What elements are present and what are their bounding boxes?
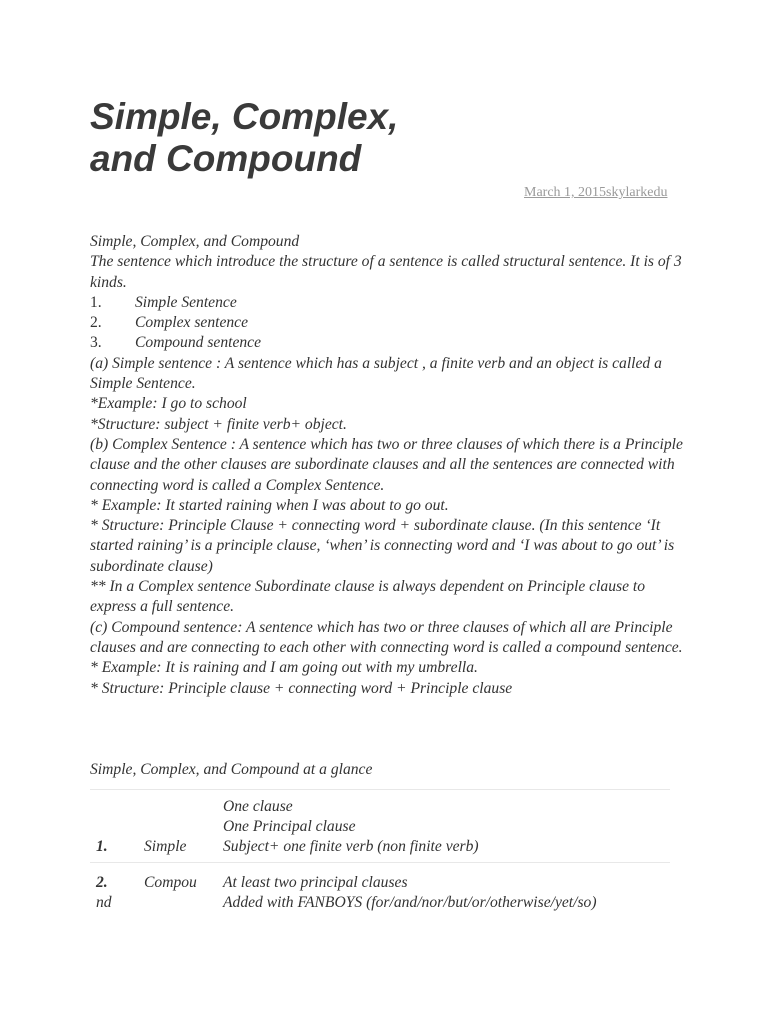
glance-table — [90, 789, 670, 923]
table-row — [90, 790, 670, 863]
row-type: Simple — [144, 838, 187, 855]
intro-paragraph: The sentence which introduce the structure of a sentence is called structural sentence. It is of 3 kinds. — [90, 253, 682, 291]
row-type-overflow: nd — [96, 894, 112, 911]
row-type: Compou — [144, 874, 197, 891]
list-number: 3. — [90, 334, 102, 352]
list-number: 1. — [90, 293, 102, 311]
glance-heading: Simple, Complex, and Compound at a glance — [90, 761, 373, 778]
row-description — [223, 873, 673, 913]
intro-title: Simple, Complex, and Compound — [90, 233, 300, 250]
post-meta[interactable] — [524, 185, 667, 201]
row-number: 1. — [96, 838, 108, 855]
list-text: Complex sentence — [135, 314, 249, 332]
list-text: Simple Sentence — [135, 293, 237, 311]
row-description — [223, 797, 673, 857]
description-line: Added with FANBOYS (for/and/nor/but/or/otherwise/yet/so) — [223, 894, 597, 911]
simple-definition: (a) Simple sentence : A sentence which has a subject , a finite verb and an object is called a Simple Sentence. — [90, 354, 662, 393]
compound-definition: (c) Compound sentence: A sentence which has two or three clauses of which all are Principle clauses and are connecting to each other with connecting word is called a compound sentence. — [90, 618, 683, 656]
simple-structure: *Structure: subject + finite verb+ object. — [90, 415, 347, 433]
list-text: Compound sentence — [135, 334, 262, 352]
simple-example: *Example: I go to school — [90, 395, 247, 413]
article-body — [90, 232, 690, 699]
compound-example: * Example: It is raining and I am going out with my umbrella. — [90, 659, 478, 677]
complex-example: * Example: It started raining when I was about to go out. — [90, 496, 449, 514]
complex-definition: (b) Complex Sentence : A sentence which has two or three clauses of which there is a Principle clause and the other clauses are subordinate clauses and all the sentences are connected with connecting word is called a Complex Sentence. — [90, 435, 683, 494]
title-line-2: and Compound — [90, 138, 362, 179]
title-line-1: Simple, Complex, — [90, 96, 399, 137]
row-number-cell — [96, 873, 136, 913]
list-number: 2. — [90, 314, 102, 332]
complex-note: ** In a Complex sentence Subordinate clause is always dependent on Principle clause to express a full sentence. — [90, 578, 646, 616]
description-line: At least two principal clauses — [223, 874, 408, 891]
description-line: One Principal clause — [223, 818, 356, 835]
table-row — [90, 863, 670, 923]
list-item — [90, 313, 690, 333]
description-line: One clause — [223, 798, 293, 815]
post-author-link[interactable]: skylarkedu — [606, 185, 668, 200]
compound-structure: * Structure: Principle clause + connecting word + Principle clause — [90, 679, 513, 697]
article-title — [90, 96, 590, 180]
list-item — [90, 293, 690, 313]
description-line: Subject+ one finite verb (non finite verb) — [223, 838, 479, 855]
row-number: 2. — [96, 874, 108, 891]
list-item — [90, 333, 690, 353]
complex-structure: * Structure: Principle Clause + connecting word + subordinate clause. (In this sentence ‘It started raining’ is a principle clause, ‘when’ is connecting word and ‘I was about to go out’ is subordinate clause) — [90, 517, 675, 575]
post-date-link[interactable]: March 1, 2015 — [524, 185, 607, 200]
